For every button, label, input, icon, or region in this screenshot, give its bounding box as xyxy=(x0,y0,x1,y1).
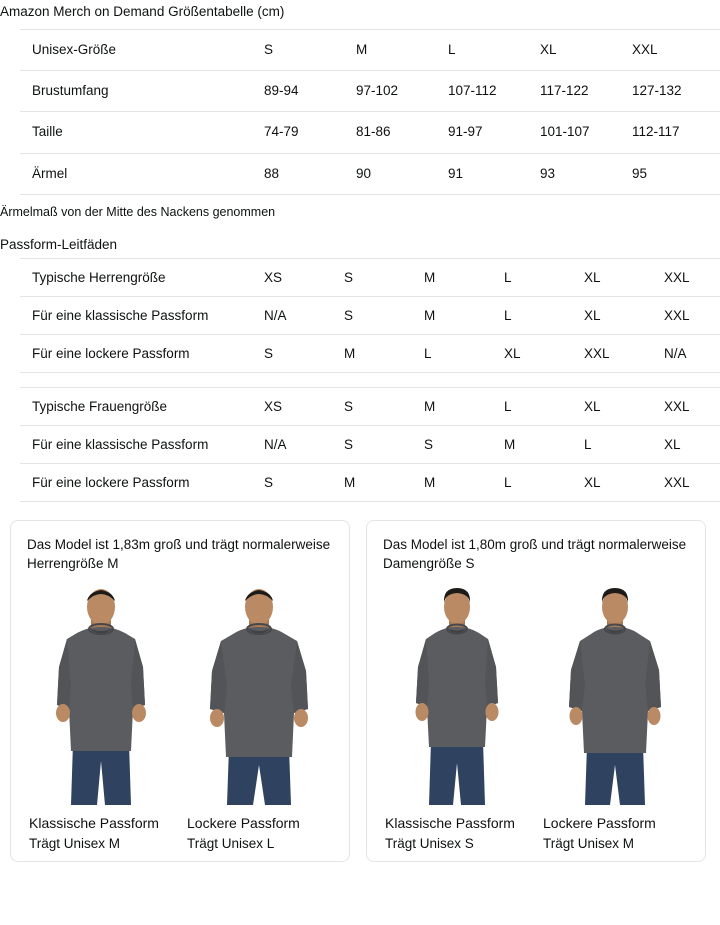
table-row xyxy=(20,425,720,463)
cell-value: XXL xyxy=(664,258,720,296)
row-label: Für eine klassische Passform xyxy=(20,425,264,463)
table-row xyxy=(20,258,720,296)
male-relaxed-fit-figure xyxy=(185,585,333,805)
table-row xyxy=(20,334,720,372)
cell-value: M xyxy=(424,296,504,334)
sleeve-measurement-note: Ärmelmaß von der Mitte des Nackens genommen xyxy=(0,204,276,219)
cell-value: M xyxy=(356,30,448,71)
figure-column xyxy=(185,585,333,851)
cell-value: XXL xyxy=(664,296,720,334)
cell-value: XL xyxy=(504,334,584,372)
cell-value: XL xyxy=(584,463,664,501)
cell-value: S xyxy=(344,258,424,296)
figure-column xyxy=(541,585,689,851)
cell-value: M xyxy=(424,463,504,501)
row-label: Für eine lockere Passform xyxy=(20,463,264,501)
figures-group xyxy=(383,585,689,851)
figure-column xyxy=(383,585,531,851)
cell-value: 81-86 xyxy=(356,112,448,153)
cell-value: XL xyxy=(584,258,664,296)
row-label: Brustumfang xyxy=(20,71,264,112)
cell-value: XXL xyxy=(664,463,720,501)
cell-value: S xyxy=(344,425,424,463)
table-gap xyxy=(0,373,720,387)
cell-value: XL xyxy=(540,30,632,71)
cell-value: 93 xyxy=(540,153,632,194)
fit-name: Klassische Passform xyxy=(385,814,515,831)
table-row xyxy=(20,153,720,194)
cell-value: L xyxy=(584,425,664,463)
fit-guide-heading: Passform-Leitfäden xyxy=(0,236,118,252)
womens-fit-table xyxy=(20,387,720,502)
cell-value: 91 xyxy=(448,153,540,194)
cell-value: 112-117 xyxy=(632,112,720,153)
table-row xyxy=(20,463,720,501)
unisex-size-table xyxy=(20,29,720,195)
row-label: Typische Frauengröße xyxy=(20,387,264,425)
table-row xyxy=(20,387,720,425)
cell-value: M xyxy=(424,258,504,296)
cell-value: L xyxy=(504,296,584,334)
model-cards-row xyxy=(10,520,710,862)
table-row xyxy=(20,71,720,112)
cell-value: XL xyxy=(584,296,664,334)
fit-name: Lockere Passform xyxy=(187,814,300,831)
cell-value: S xyxy=(264,30,356,71)
row-label: Ärmel xyxy=(20,153,264,194)
figures-group xyxy=(27,585,333,851)
cell-value: 117-122 xyxy=(540,71,632,112)
model-card-women xyxy=(366,520,706,862)
row-label: Typische Herrengröße xyxy=(20,258,264,296)
cell-value: 74-79 xyxy=(264,112,356,153)
cell-value: 107-112 xyxy=(448,71,540,112)
cell-value: S xyxy=(344,387,424,425)
cell-value: L xyxy=(504,463,584,501)
fit-size: Trägt Unisex M xyxy=(543,835,635,851)
fit-name: Klassische Passform xyxy=(29,814,159,831)
row-label: Für eine lockere Passform xyxy=(20,334,264,372)
mens-fit-table xyxy=(20,258,720,373)
figure-column xyxy=(27,585,175,851)
cell-value: L xyxy=(504,387,584,425)
cell-value: XS xyxy=(264,258,344,296)
cell-value: M xyxy=(424,387,504,425)
cell-value: XL xyxy=(664,425,720,463)
female-relaxed-fit-figure xyxy=(541,585,689,805)
cell-value: N/A xyxy=(264,425,344,463)
cell-value: XXL xyxy=(664,387,720,425)
cell-value: XXL xyxy=(632,30,720,71)
cell-value: 90 xyxy=(356,153,448,194)
model-card-men xyxy=(10,520,350,862)
cell-value: L xyxy=(448,30,540,71)
cell-value: S xyxy=(344,296,424,334)
model-caption: Das Model ist 1,83m groß und trägt normalerweise Herrengröße M xyxy=(27,536,331,572)
cell-value: XXL xyxy=(584,334,664,372)
table-row xyxy=(20,30,720,71)
cell-value: 95 xyxy=(632,153,720,194)
page-title: Amazon Merch on Demand Größentabelle (cm) xyxy=(0,4,285,19)
male-classic-fit-figure xyxy=(27,585,175,805)
cell-value: S xyxy=(424,425,504,463)
cell-value: 91-97 xyxy=(448,112,540,153)
fit-size: Trägt Unisex S xyxy=(385,835,474,851)
cell-value: S xyxy=(264,463,344,501)
cell-value: S xyxy=(264,334,344,372)
cell-value: M xyxy=(344,334,424,372)
cell-value: 97-102 xyxy=(356,71,448,112)
cell-value: L xyxy=(424,334,504,372)
fit-name: Lockere Passform xyxy=(543,814,656,831)
cell-value: 127-132 xyxy=(632,71,720,112)
cell-value: N/A xyxy=(264,296,344,334)
cell-value: XL xyxy=(584,387,664,425)
cell-value: 88 xyxy=(264,153,356,194)
row-label: Für eine klassische Passform xyxy=(20,296,264,334)
cell-value: M xyxy=(344,463,424,501)
cell-value: 101-107 xyxy=(540,112,632,153)
cell-value: XS xyxy=(264,387,344,425)
cell-value: L xyxy=(504,258,584,296)
table-row xyxy=(20,112,720,153)
female-classic-fit-figure xyxy=(383,585,531,805)
row-label: Taille xyxy=(20,112,264,153)
cell-value: M xyxy=(504,425,584,463)
fit-size: Trägt Unisex M xyxy=(29,835,121,851)
model-caption: Das Model ist 1,80m groß und trägt normalerweise Damengröße S xyxy=(383,536,687,572)
cell-value: N/A xyxy=(664,334,720,372)
fit-size: Trägt Unisex L xyxy=(187,835,275,851)
table-row xyxy=(20,296,720,334)
cell-value: 89-94 xyxy=(264,71,356,112)
row-label: Unisex-Größe xyxy=(20,30,264,71)
